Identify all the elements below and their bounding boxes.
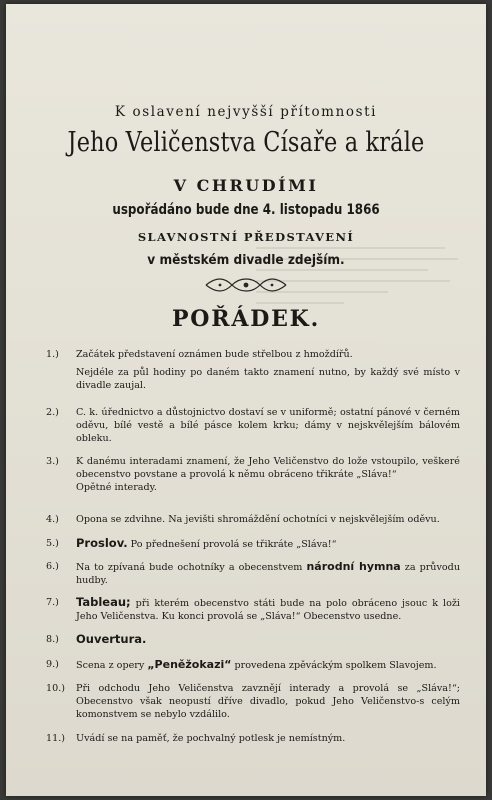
header-line-3: V CHRUDÍMI [173,176,319,195]
item-text-pre: Na to zpívaná bude ochotníky a obecenstvem [76,562,307,573]
item-strong: Ouvertura. [76,632,147,646]
item-strong: „Peněžokazi“ [147,658,232,671]
ornament-divider [202,275,290,295]
header-line-4: uspořádáno bude dne 4. listopadu 1866 [112,202,380,218]
item-extra: Opětné interady. [76,482,157,493]
item-number: 7.) [46,597,59,608]
item-text: K danému interadami znamení, že Jeho Veličenstvo do lože vstoupilo, veškeré obecenstvo povstane a provolá k němu obráceno třikráte „Sláva!“ [76,456,460,480]
item-text: Po přednešení provolá se třikráte „Sláva!“ [127,539,337,550]
item-text: Při odchodu Jeho Veličenstva zavznějí interady a provolá se „Sláva!“; Obecenstvo však neopustí dříve divadlo, pokud Jeho Veličenstvo-s celým komonstvem se nebylo vzdálilo. [76,683,460,720]
item-text: při kterém obecenstvo státi bude na polo obráceno jsouc k loži Jeho Veličenstva. Ku konci provolá se „Sláva!“ Obecenstvo usedne. [76,598,460,622]
item-number: 4.) [46,514,59,525]
header-line-2: Jeho Veličenstva Císaře a krále [67,127,425,158]
item-number: 6.) [46,561,59,572]
item-text: C. k. úřednictvo a důstojnictvo dostaví se v uniformě; ostatní pánové v černém oděvu, bílé vestě a bílé pásce kolem krku; dámy v nejskvělejším bálovém obleku. [76,407,460,444]
item-number: 10.) [46,683,66,694]
item-text: Uvádí se na paměť, že pochvalný potlesk je nemístným. [76,733,346,744]
header-line-5: SLAVNOSTNÍ PŘEDSTAVENÍ [137,230,355,244]
program-title: POŘÁDEK. [171,306,321,332]
item-strong: Tableau; [76,595,131,609]
item-text: provedena zpěváckým spolkem Slavojem. [231,660,437,671]
header-line-6: v městském divadle zdejším. [147,252,345,268]
item-strong: národní hymna [306,560,401,573]
item-number: 2.) [46,407,59,418]
item-number: 8.) [46,634,59,645]
item-text-pre: Scena z opery [76,660,148,671]
item-extra: Nejdéle za půl hodiny po daném takto znamení nutno, by každý své místo v divadle zaujal. [76,367,460,391]
item-number: 5.) [46,538,59,549]
item-text: Začátek představení oznámen bude střelbou z hmoždířů. [76,349,353,360]
item-text: za průvodu hudby. [76,562,461,586]
header-line-1: K oslavení nejvyšší přítomnosti [114,104,378,120]
item-number: 11.) [46,733,66,744]
item-number: 1.) [46,349,59,360]
item-number: 9.) [46,659,59,670]
item-text: Opona se zdvihne. Na jevišti shromáždění ochotníci v nejskvělejším oděvu. [76,514,440,525]
document-page [6,4,486,796]
item-number: 3.) [46,456,59,467]
item-strong: Proslov. [76,536,128,550]
